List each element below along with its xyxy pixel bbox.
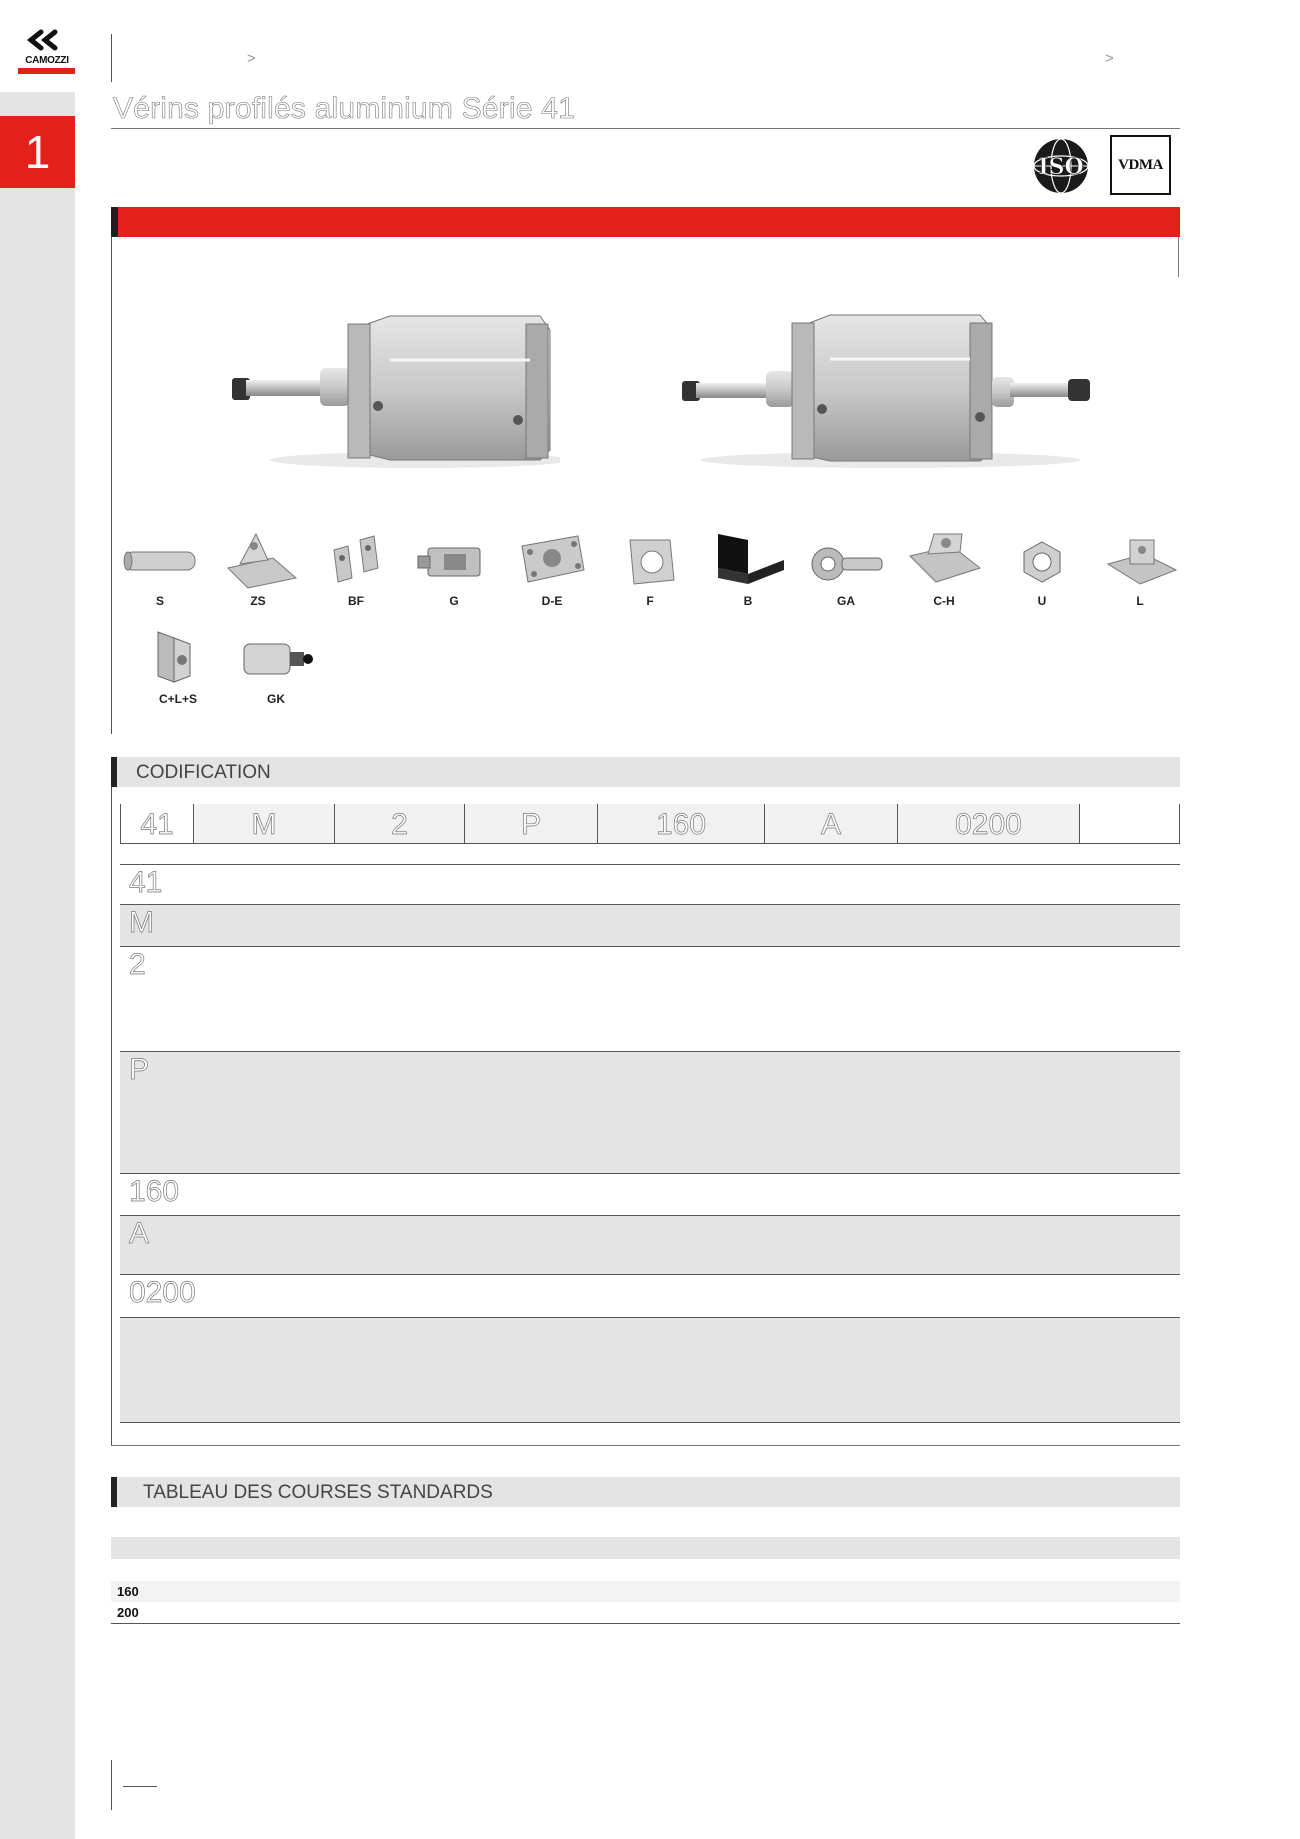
accessory-label: ZS xyxy=(250,594,266,608)
strokes-table-row xyxy=(111,1581,1180,1602)
code-cell-series: 41 xyxy=(120,804,193,844)
title-rule xyxy=(111,128,1180,129)
accessory-label: B xyxy=(743,594,753,608)
accessory-label: D-E xyxy=(541,594,563,608)
legend-row-series xyxy=(120,864,1180,904)
section-marker xyxy=(111,757,117,787)
code-cell-stroke: 0200 xyxy=(897,804,1079,844)
breadcrumb-separator: > xyxy=(1105,50,1114,67)
codification-title: CODIFICATION xyxy=(136,762,271,783)
section-marker xyxy=(111,1477,117,1507)
nut-icon xyxy=(1002,530,1082,590)
strokes-table-row xyxy=(111,1602,1180,1624)
foot-bracket-icon xyxy=(708,530,788,590)
trunnion-icon xyxy=(218,530,298,590)
legend-row-type xyxy=(120,946,1180,1051)
legend-row-construction xyxy=(120,1215,1180,1274)
strokes-table-header-row xyxy=(111,1537,1180,1559)
section-left-border xyxy=(111,237,112,734)
accessory-c-h[interactable] xyxy=(899,530,989,608)
accessory-label: S xyxy=(155,594,164,608)
legend-code: M xyxy=(129,906,154,939)
chapter-tab[interactable] xyxy=(0,116,75,188)
accessory-label: BF xyxy=(348,594,364,608)
legend-code: 0200 xyxy=(129,1276,196,1309)
left-margin-band xyxy=(0,92,75,1839)
iso-label: ISO xyxy=(1038,154,1084,180)
section-right-tick xyxy=(1178,237,1179,277)
accessory-d-e[interactable] xyxy=(507,530,597,608)
hinge-icon xyxy=(904,530,984,590)
footer-dash xyxy=(123,1786,157,1787)
codification-left-border xyxy=(111,787,112,1446)
legend-bottom-rule xyxy=(120,1422,1180,1423)
iso-globe-icon xyxy=(1032,137,1090,195)
section-red-bar xyxy=(111,207,1180,237)
accessory-label: C+L+S xyxy=(158,692,197,706)
bracket-pair-icon xyxy=(316,530,396,590)
code-cell-bore: 160 xyxy=(597,804,764,844)
code-cell-extra xyxy=(1079,804,1180,844)
accessory-label: U xyxy=(1037,594,1047,608)
accessory-b[interactable] xyxy=(703,530,793,608)
code-cell-type: 2 xyxy=(334,804,464,844)
footer-divider xyxy=(111,1760,112,1810)
cylinder-single-rod-image xyxy=(230,310,560,470)
brand-bar xyxy=(18,68,75,74)
accessory-bf[interactable] xyxy=(311,530,401,608)
legend-code: P xyxy=(129,1053,150,1086)
accessory-label: G xyxy=(449,594,459,608)
accessory-g[interactable] xyxy=(409,530,499,608)
bore-cell: 200 xyxy=(117,1605,139,1620)
vdma-badge xyxy=(1110,135,1171,195)
strokes-table-header xyxy=(111,1477,1180,1507)
pin-icon xyxy=(120,530,200,590)
strokes-table-title: TABLEAU DES COURSES STANDARDS xyxy=(143,1482,493,1503)
section-red-bar-mark xyxy=(111,207,118,237)
accessory-label: C-H xyxy=(933,594,955,608)
accessory-label: GA xyxy=(837,594,855,608)
legend-row-stroke xyxy=(120,1274,1180,1317)
brand-name: CAMOZZI xyxy=(25,55,69,66)
legend-row-version xyxy=(120,904,1180,946)
legend-code: 160 xyxy=(129,1175,180,1208)
cylinder-double-rod-image xyxy=(680,305,1100,470)
accessory-label: L xyxy=(1136,594,1144,608)
accessory-label: GK xyxy=(267,692,285,706)
codification-close-rule xyxy=(111,1445,1180,1446)
accessory-s[interactable] xyxy=(115,530,205,608)
accessory-label: F xyxy=(646,594,654,608)
header-divider xyxy=(111,34,112,82)
clevis-icon xyxy=(414,530,494,590)
bore-cell: 160 xyxy=(117,1584,139,1599)
code-cell-cushion: P xyxy=(464,804,597,844)
block-icon xyxy=(1100,530,1180,590)
legend-row-extra xyxy=(120,1317,1180,1422)
accessory-zs[interactable] xyxy=(213,530,303,608)
accessory-c-l-s[interactable] xyxy=(133,628,223,706)
chapter-number: 1 xyxy=(24,126,51,178)
accessory-gk[interactable] xyxy=(231,628,321,706)
legend-code: A xyxy=(129,1217,150,1250)
page-title: Vérins profilés aluminium Série 41 xyxy=(113,92,576,125)
accessory-l[interactable] xyxy=(1095,530,1185,608)
legend-row-bore xyxy=(120,1173,1180,1215)
coupling-icon xyxy=(236,628,316,688)
accessory-f[interactable] xyxy=(605,530,695,608)
legend-code: 41 xyxy=(129,866,163,899)
rod-eye-icon xyxy=(806,530,886,590)
combo-hinge-icon xyxy=(138,628,218,688)
vdma-label: VDMA xyxy=(1118,156,1163,173)
legend-row-cushion xyxy=(120,1051,1180,1173)
breadcrumb-separator: > xyxy=(247,50,256,67)
codification-header xyxy=(111,757,1180,787)
legend-code: 2 xyxy=(129,948,146,981)
square-flange-icon xyxy=(610,530,690,590)
accessory-u[interactable] xyxy=(997,530,1087,608)
flange-plate-icon xyxy=(512,530,592,590)
codification-code-row xyxy=(120,804,1180,844)
code-cell-version: M xyxy=(193,804,334,844)
code-cell-construction: A xyxy=(764,804,897,844)
accessory-ga[interactable] xyxy=(801,530,891,608)
